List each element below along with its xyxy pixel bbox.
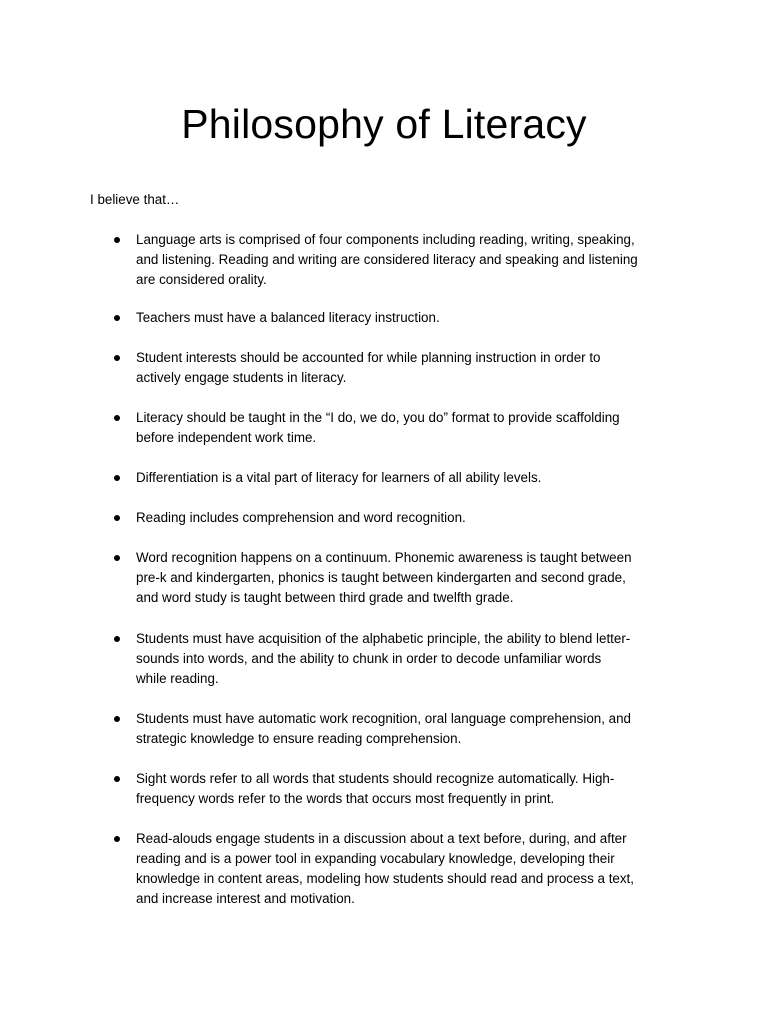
list-item: [90, 468, 690, 488]
list-item: [90, 709, 690, 749]
text-line: reading and is a power tool in expanding vocabulary knowledge, developing their: [136, 851, 615, 866]
text-line: strategic knowledge to ensure reading comprehension.: [136, 731, 462, 746]
bullet-icon: [114, 315, 120, 321]
page-title: Philosophy of Literacy: [181, 101, 587, 147]
text-line: Read-alouds engage students in a discussion about a text before, during, and after: [136, 831, 627, 846]
text-line: and word study is taught between third grade and twelfth grade.: [136, 590, 514, 605]
bullet-icon: [114, 237, 120, 243]
intro-text: I believe that…: [90, 192, 180, 207]
text-line: Students must have automatic work recognition, oral language comprehension, and: [136, 711, 632, 726]
text-line: while reading.: [136, 671, 219, 686]
list-item: [90, 230, 690, 290]
list-item-text: [136, 548, 686, 608]
list-item-text: [136, 508, 686, 528]
list-item-text: [136, 629, 686, 689]
list-item: [90, 348, 690, 388]
text-line: Literacy should be taught in the “I do, we do, you do” format to provide scaffolding: [136, 410, 620, 425]
text-line: Differentiation is a vital part of literacy for learners of all ability levels.: [136, 470, 542, 485]
bullet-icon: [114, 636, 120, 642]
list-item-text: [136, 769, 686, 809]
list-item-text: [136, 829, 686, 909]
text-line: sounds into words, and the ability to chunk in order to decode unfamiliar words: [136, 651, 602, 666]
bullet-icon: [114, 475, 120, 481]
list-item: [90, 408, 690, 448]
list-item: [90, 548, 690, 608]
bullet-icon: [114, 515, 120, 521]
text-line: actively engage students in literacy.: [136, 370, 347, 385]
list-item-text: [136, 468, 686, 488]
text-line: Students must have acquisition of the alphabetic principle, the ability to blend letter-: [136, 631, 631, 646]
list-item-text: [136, 308, 686, 328]
text-line: are considered orality.: [136, 272, 267, 287]
list-item: [90, 308, 690, 328]
bullet-icon: [114, 776, 120, 782]
bullet-icon: [114, 836, 120, 842]
text-line: Reading includes comprehension and word recognition.: [136, 510, 466, 525]
text-line: pre-k and kindergarten, phonics is taught between kindergarten and second grade,: [136, 570, 626, 585]
list-item-text: [136, 408, 686, 448]
bullet-icon: [114, 355, 120, 361]
list-item: [90, 508, 690, 528]
text-line: before independent work time.: [136, 430, 317, 445]
text-line: Word recognition happens on a continuum. Phonemic awareness is taught between: [136, 550, 632, 565]
bullet-icon: [114, 555, 120, 561]
list-item-text: [136, 230, 686, 290]
text-line: Sight words refer to all words that students should recognize automatically. High-: [136, 771, 615, 786]
list-item: [90, 629, 690, 689]
text-line: Teachers must have a balanced literacy instruction.: [136, 310, 440, 325]
text-line: frequency words refer to the words that occurs most frequently in print.: [136, 791, 555, 806]
list-item-text: [136, 709, 686, 749]
list-item: [90, 769, 690, 809]
text-line: and listening. Reading and writing are considered literacy and speaking and listening: [136, 252, 638, 267]
text-line: and increase interest and motivation.: [136, 891, 355, 906]
list-item: [90, 829, 690, 909]
list-item-text: [136, 348, 686, 388]
bullet-icon: [114, 716, 120, 722]
text-line: Language arts is comprised of four components including reading, writing, speaking,: [136, 232, 635, 247]
bullet-icon: [114, 415, 120, 421]
text-line: knowledge in content areas, modeling how students should read and process a text,: [136, 871, 634, 886]
text-line: Student interests should be accounted for while planning instruction in order to: [136, 350, 601, 365]
